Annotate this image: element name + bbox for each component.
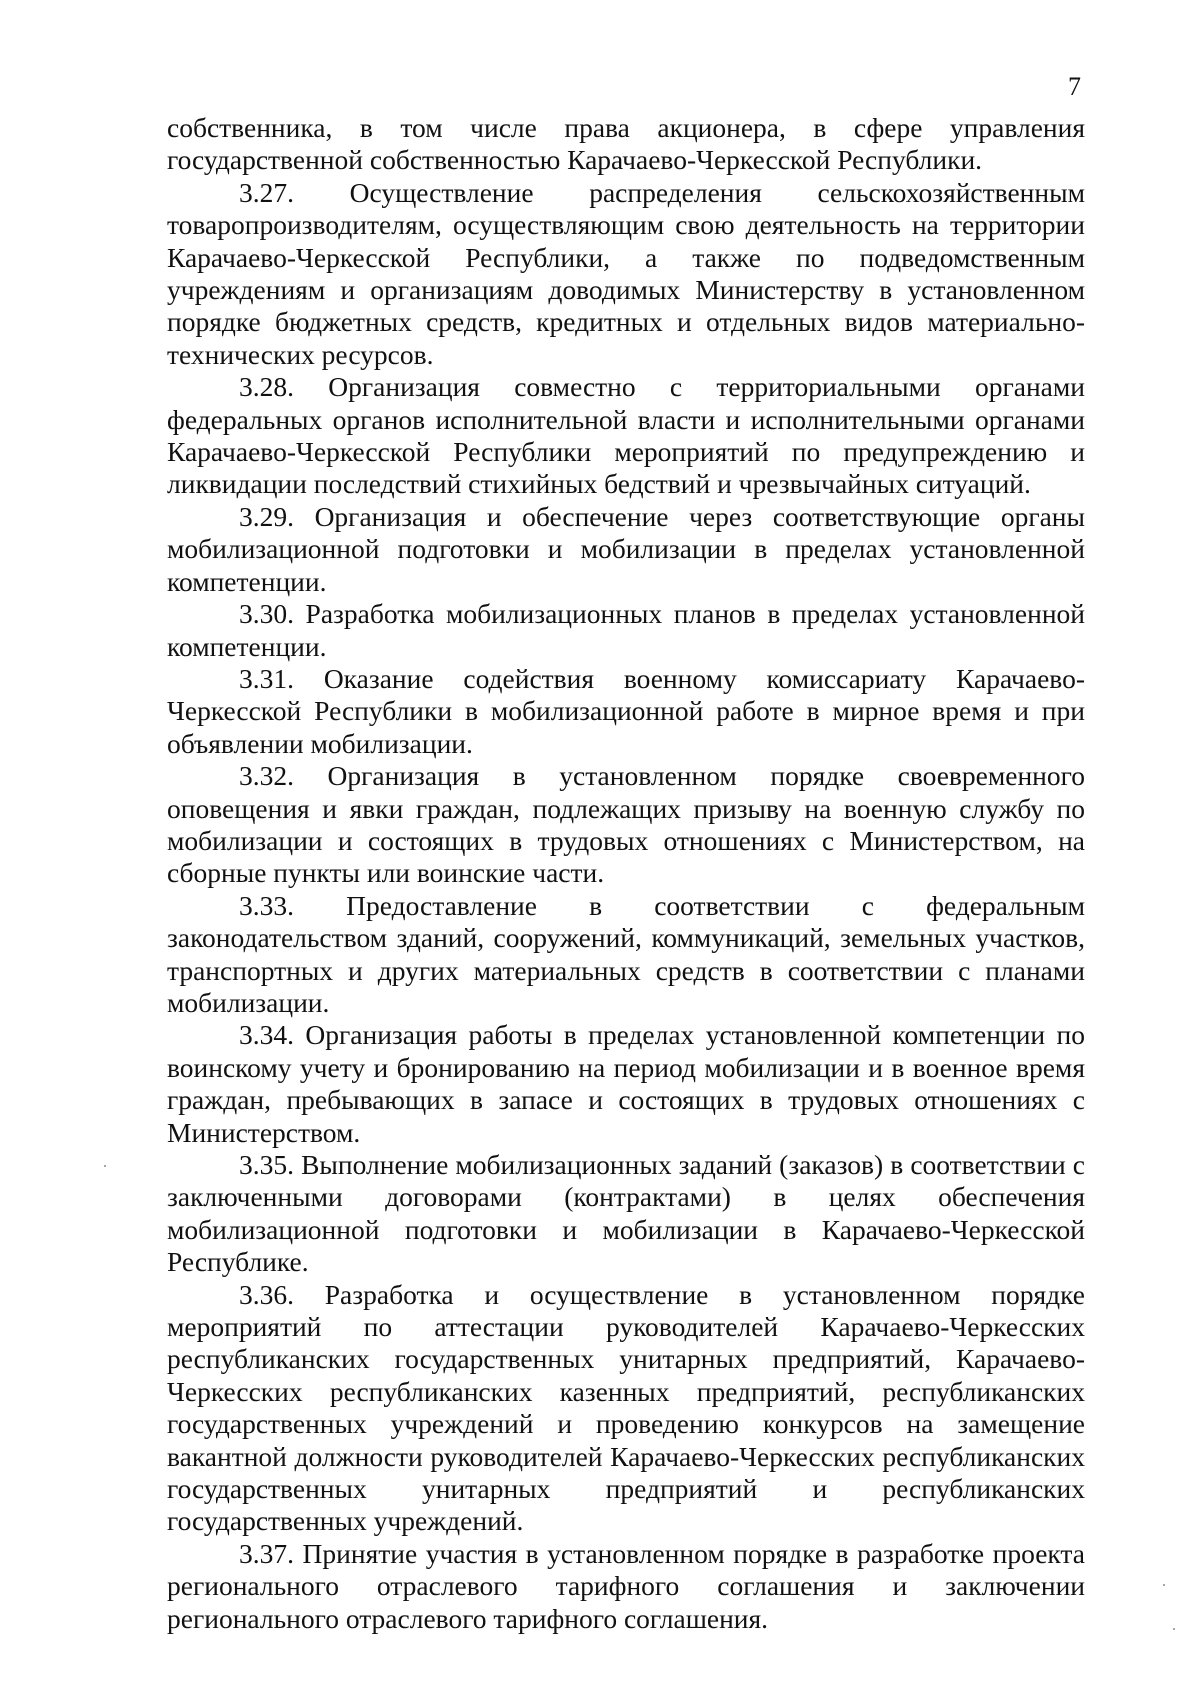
paragraph-3-29: 3.29. Организация и обеспечение через соответствующие органы мобилизационной подготовки и мобилизации в пределах установленной компетенции. [167,500,1085,597]
scan-speck [104,1165,106,1167]
paragraph-3-35: 3.35. Выполнение мобилизационных заданий (заказов) в соответствии с заключенными договорами (контрактами) в целях обеспечения мобилизационной подготовки и мобилизации в Карачаево-Черкесской Республике. [167,1149,1085,1278]
paragraph-3-31: 3.31. Оказание содействия военному комиссариату Карачаево-Черкесской Республики в мобилизационной работе в мирное время и при объявлении мобилизации. [167,662,1085,759]
paragraph-3-30: 3.30. Разработка мобилизационных планов в пределах установленной компетенции. [167,598,1085,662]
paragraph-3-34: 3.34. Организация работы в пределах установленной компетенции по воинскому учету и бронированию на период мобилизации и в военное время граждан, пребывающих в запасе и состоящих в трудовых отношениях с Министерством. [167,1019,1085,1148]
document-body [167,112,1085,1635]
page-number: 7 [1068,72,1081,101]
paragraph-3-32: 3.32. Организация в установленном порядке своевременного оповещения и явки граждан, подлежащих призыву на военную службу по мобилизации и состоящих в трудовых отношениях с Министерством, на сборные пункты или воинские части. [167,760,1085,889]
scan-speck [1163,1584,1165,1586]
paragraph-3-37: 3.37. Принятие участия в установленном порядке в разработке проекта регионального отраслевого тарифного соглашения и заключении регионального отраслевого тарифного соглашения. [167,1537,1085,1634]
paragraph-3-36: 3.36. Разработка и осуществление в установленном порядке мероприятий по аттестации руководителей Карачаево-Черкесских республиканских государственных унитарных предприятий, Карачаево-Черкесских республиканских казенных предприятий, республиканских государственных учреждений и проведению конкурсов на замещение вакантной должности руководителей Карачаево-Черкесских республиканских государственных унитарных предприятий и республиканских государственных учреждений. [167,1278,1085,1537]
scan-speck [1173,1628,1175,1630]
paragraph-continuation: собственника, в том числе права акционера, в сфере управления государственной собственностью Карачаево-Черкесской Республики. [167,112,1085,176]
paragraph-3-33: 3.33. Предоставление в соответствии с федеральным законодательством зданий, сооружений, коммуникаций, земельных участков, транспортных и других материальных средств в соответствии с планами мобилизации. [167,889,1085,1018]
paragraph-3-28: 3.28. Организация совместно с территориальными органами федеральных органов исполнительной власти и исполнительными органами Карачаево-Черкесской Республики мероприятий по предупреждению и ликвидации последствий стихийных бедствий и чрезвычайных ситуаций. [167,371,1085,500]
paragraph-3-27: 3.27. Осуществление распределения сельскохозяйственным товаропроизводителям, осуществляющим свою деятельность на территории Карачаево-Черкесской Республики, а также по подведомственным учреждениям и организациям доводимых Министерству в установленном порядке бюджетных средств, кредитных и отдельных видов материально-технических ресурсов. [167,176,1085,370]
